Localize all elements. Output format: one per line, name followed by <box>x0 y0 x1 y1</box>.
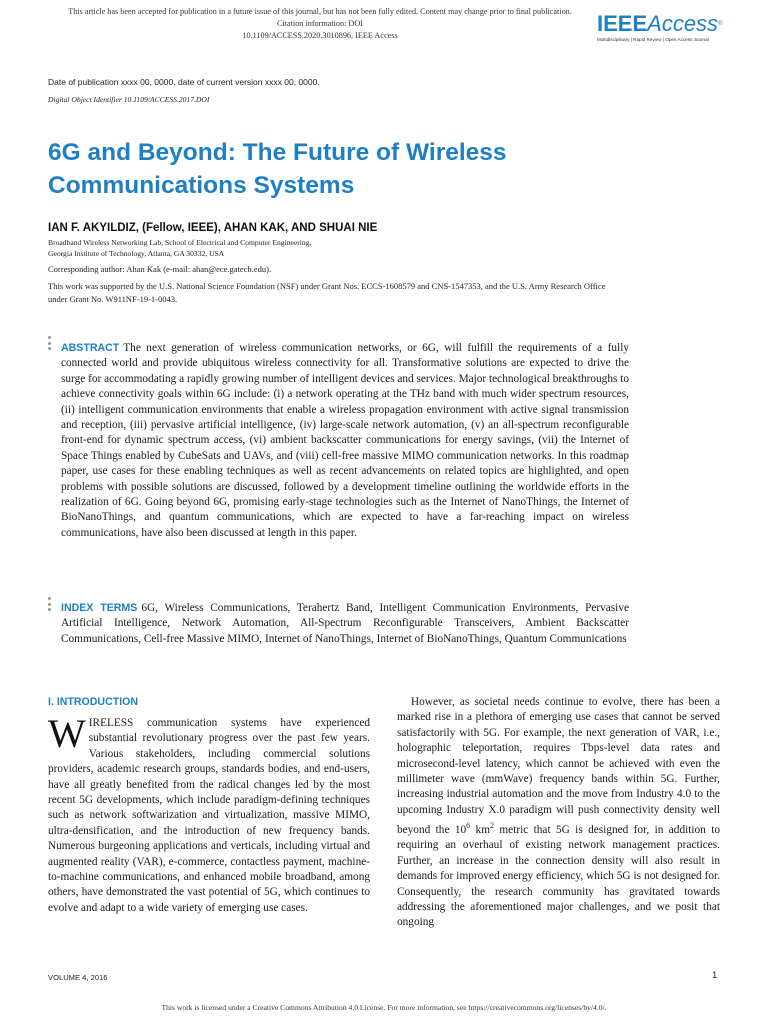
affiliation <box>48 237 311 259</box>
intro-paragraph-2-start: However, as societal needs continue to evolve, there has been a marked rise in a plethora of emerging use cases that cannot be served satisfactorily with 5G. For example, the next generation of VAR, i.e., holographic teleportation, requires Tbps-level data rates and microsecond-level latency, which cannot be achieved with even the millimeter wave (mmWave) frequency bands within 5G. Further, increasing industrial automation and the move from Industry 4.0 to the upcoming Industry X.0 paradigm will push connectivity density well beyond the <box>397 696 720 837</box>
affiliation-line2: Georgia Institute of Technology, Atlanta, GA 30332, USA <box>48 249 225 258</box>
metric-base: 10 <box>454 824 467 837</box>
logo-ieee: IEEE <box>597 11 648 36</box>
ieee-access-logo <box>597 12 722 42</box>
logo-access: Access <box>647 11 719 36</box>
abstract-label: ABSTRACT <box>61 342 120 354</box>
corresponding-author: Corresponding author: Ahan Kak (e-mail: ahan@ece.gatech.edu). <box>48 264 272 274</box>
intro-paragraph-1: IRELESS communication systems have experienced substantial revolutionary progress over the past few years. Various stakeholders, including commercial solutions providers, academic research groups, standards bodies, and end-users, have all greatly benefited from the radical changes led by the most recent 5G developments, which include paradigm-defining techniques such as network softwarization and virtualization, massive MIMO, ultra-densification, and the introduction of new frequency bands. Numerous burgeoning applications and verticals, including virtual and augmented reality (VAR), e-commerce, contactless payment, machine-to-machine communications, and enhanced mobile broadband, among others, have demonstrated the vast potential of 5G, which continues to evolve and adapt to a wide variety of emerging use cases. <box>48 717 370 914</box>
metric-exponent: 6 <box>466 821 471 831</box>
index-terms-text: 6G, Wireless Communications, Terahertz Band, Intelligent Communication Environments, Pervasive Artificial Intelligence, Network Automation, All-Spectrum Reconfigurable Transceivers, Ambient Backscatter Communications, Cell-free Massive MIMO, Internet of NanoThings, Internet of BioNanoThings, Quantum Communications <box>61 602 629 645</box>
index-terms-block <box>61 601 629 647</box>
abstract-dots-icon <box>48 336 51 353</box>
paper-title <box>48 136 688 202</box>
publication-date: Date of publication xxxx 00, 0000, date of current version xxxx 00, 0000. <box>48 77 320 87</box>
acceptance-notice-line1: This article has been accepted for publication in a future issue of this journal, but has not been fully edited. Content may change prior to final publication. Citation information: DOI <box>68 7 572 28</box>
acceptance-notice-line2: 10.1109/ACCESS.2020.3010896, IEEE Access <box>242 31 398 40</box>
metric-unit: km <box>470 824 490 837</box>
page-number: 1 <box>712 970 718 981</box>
index-terms-dots-icon <box>48 597 51 614</box>
intro-paragraph-2-end: metric that 5G is designed for, in addition to requiring an overhaul of existing network management practices. Further, an increase in the connection density will also result in demands for improved energy efficiency, which 5G is not designed for. Consequently, the research community has gravitated towards addressing the aforementioned major challenges, and we posit that ongoing <box>397 824 720 929</box>
license-notice: This work is licensed under a Creative Commons Attribution 4.0 License. For more information, see https://creativecommons.org/licenses/by/4.0/. <box>161 1003 607 1012</box>
funding-statement: This work was supported by the U.S. National Science Foundation (NSF) under Grant Nos. ECCS-1608579 and CNS-1547353, and the U.S. Army Research Office under Grant No. W911NF-19-1-0043. <box>48 281 606 304</box>
logo-wordmark <box>597 12 722 36</box>
title-line2: Communications Systems <box>48 172 355 199</box>
metric-unit-exponent: 2 <box>490 821 494 831</box>
intro-column-left <box>48 711 370 916</box>
index-terms-label: INDEX TERMS <box>61 602 138 614</box>
acceptance-notice <box>60 6 580 42</box>
logo-trademark: ® <box>718 21 723 27</box>
section-heading-introduction: I. INTRODUCTION <box>48 696 139 708</box>
volume-info: VOLUME 4, 2016 <box>48 973 108 982</box>
intro-column-right <box>397 695 720 931</box>
dropcap-letter: W <box>48 711 86 756</box>
title-line1: 6G and Beyond: The Future of Wireless <box>48 139 507 166</box>
density-metric <box>454 821 494 837</box>
doi-identifier: Digital Object Identifier 10.1109/ACCESS.2017.DOI <box>48 95 210 104</box>
author-list: IAN F. AKYILDIZ, (Fellow, IEEE), AHAN KAK, AND SHUAI NIE <box>48 222 378 234</box>
abstract-text: The next generation of wireless communication networks, or 6G, will fulfill the requirements of a fully connected world and provide ubiquitous wireless connectivity for all. Transformative solutions are expected to drive the surge for accommodating a rapidly growing number of intelligent devices and services. Major technological breakthroughs to achieve connectivity goals within 6G include: (i) a network operating at the THz band with much wider spectrum resources, (ii) intelligent communication environments that enable a wireless propagation environment with active signal transmission and reception, (iii) pervasive artificial intelligence, (iv) large-scale network automation, (v) an all-spectrum reconfigurable front-end for dynamic spectrum access, (vi) ambient backscatter communications for energy savings, (vii) the Internet of Space Things enabled by CubeSats and UAVs, and (viii) cell-free massive MIMO communication networks. In this roadmap paper, use cases for these enabling techniques as well as recent advancements on related topics are highlighted, and open problems with possible solutions are discussed, followed by a development timeline outlining the worldwide efforts in the realization of 6G. Going beyond 6G, promising early-stage technologies such as the Internet of NanoThings, the Internet of BioNanoThings, and quantum communications, which are expected to have a far-reaching impact on wireless communications, have also been discussed at length in this paper. <box>61 342 629 539</box>
affiliation-line1: Broadband Wireless Networking Lab, School of Electrical and Computer Engineering, <box>48 238 312 247</box>
abstract-block <box>61 341 629 541</box>
logo-tagline: Multidisciplinary | Rapid Review | Open Access Journal <box>597 37 709 42</box>
